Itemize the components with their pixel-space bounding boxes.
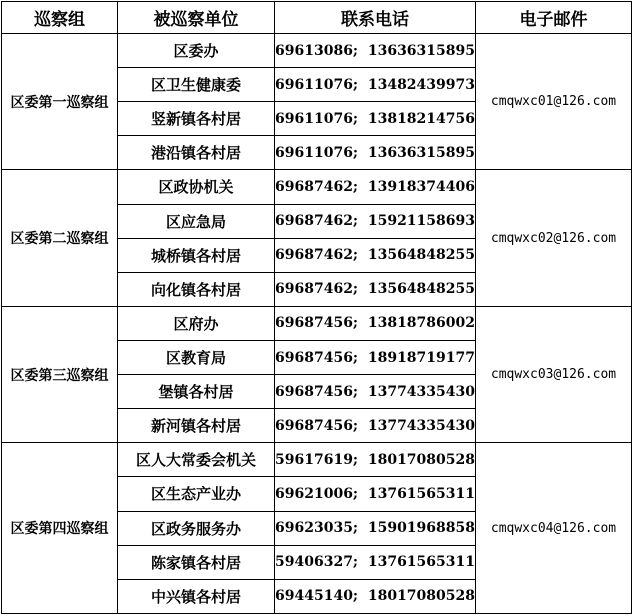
unit-cell: 新河镇各村居 — [118, 409, 275, 443]
group-name-cell: 区委第一巡察组 — [2, 34, 118, 170]
inspection-contact-table — [1, 1, 632, 614]
unit-cell: 区委办 — [118, 34, 275, 68]
phone-cell: 69687456; 13774335430 — [275, 375, 476, 409]
table-row — [2, 306, 632, 340]
unit-cell: 城桥镇各村居 — [118, 238, 275, 272]
unit-cell: 区政务服务办 — [118, 511, 275, 545]
header-row — [2, 2, 632, 34]
phone-cell: 59617619; 18017080528 — [275, 443, 476, 477]
phone-cell: 69613086; 13636315895 — [275, 34, 476, 68]
unit-cell: 区教育局 — [118, 340, 275, 374]
email-cell: cmqwxc02@126.com — [476, 170, 632, 306]
header-phone: 联系电话 — [275, 2, 476, 34]
unit-cell: 区府办 — [118, 306, 275, 340]
unit-cell: 竖新镇各村居 — [118, 102, 275, 136]
unit-cell: 区应急局 — [118, 204, 275, 238]
unit-cell: 堡镇各村居 — [118, 375, 275, 409]
group-name-cell: 区委第三巡察组 — [2, 306, 118, 442]
phone-cell: 69687456; 18918719177 — [275, 340, 476, 374]
phone-cell: 69687456; 13818786002 — [275, 306, 476, 340]
phone-cell: 69623035; 15901968858 — [275, 511, 476, 545]
unit-cell: 区政协机关 — [118, 170, 275, 204]
unit-cell: 港沿镇各村居 — [118, 136, 275, 170]
table-body — [2, 34, 632, 614]
table-row — [2, 443, 632, 477]
unit-cell: 区卫生健康委 — [118, 68, 275, 102]
phone-cell: 69621006; 13761565311 — [275, 477, 476, 511]
group-name-cell: 区委第二巡察组 — [2, 170, 118, 306]
phone-cell: 69611076; 13818214756 — [275, 102, 476, 136]
phone-cell: 69687456; 13774335430 — [275, 409, 476, 443]
phone-cell: 69687462; 13564848255 — [275, 272, 476, 306]
table-row — [2, 34, 632, 68]
unit-cell: 区人大常委会机关 — [118, 443, 275, 477]
phone-cell: 69611076; 13482439973 — [275, 68, 476, 102]
phone-cell: 69687462; 13564848255 — [275, 238, 476, 272]
unit-cell: 中兴镇各村居 — [118, 579, 275, 613]
header-email: 电子邮件 — [476, 2, 632, 34]
unit-cell: 向化镇各村居 — [118, 272, 275, 306]
phone-cell: 69687462; 15921158693 — [275, 204, 476, 238]
phone-cell: 69611076; 13636315895 — [275, 136, 476, 170]
header-unit: 被巡察单位 — [118, 2, 275, 34]
unit-cell: 区生态产业办 — [118, 477, 275, 511]
email-cell: cmqwxc03@126.com — [476, 306, 632, 442]
phone-cell: 69445140; 18017080528 — [275, 579, 476, 613]
email-cell: cmqwxc01@126.com — [476, 34, 632, 170]
unit-cell: 陈家镇各村居 — [118, 545, 275, 579]
header-group: 巡察组 — [2, 2, 118, 34]
table-row — [2, 170, 632, 204]
phone-cell: 59406327; 13761565311 — [275, 545, 476, 579]
email-cell: cmqwxc04@126.com — [476, 443, 632, 614]
group-name-cell: 区委第四巡察组 — [2, 443, 118, 614]
phone-cell: 69687462; 13918374406 — [275, 170, 476, 204]
